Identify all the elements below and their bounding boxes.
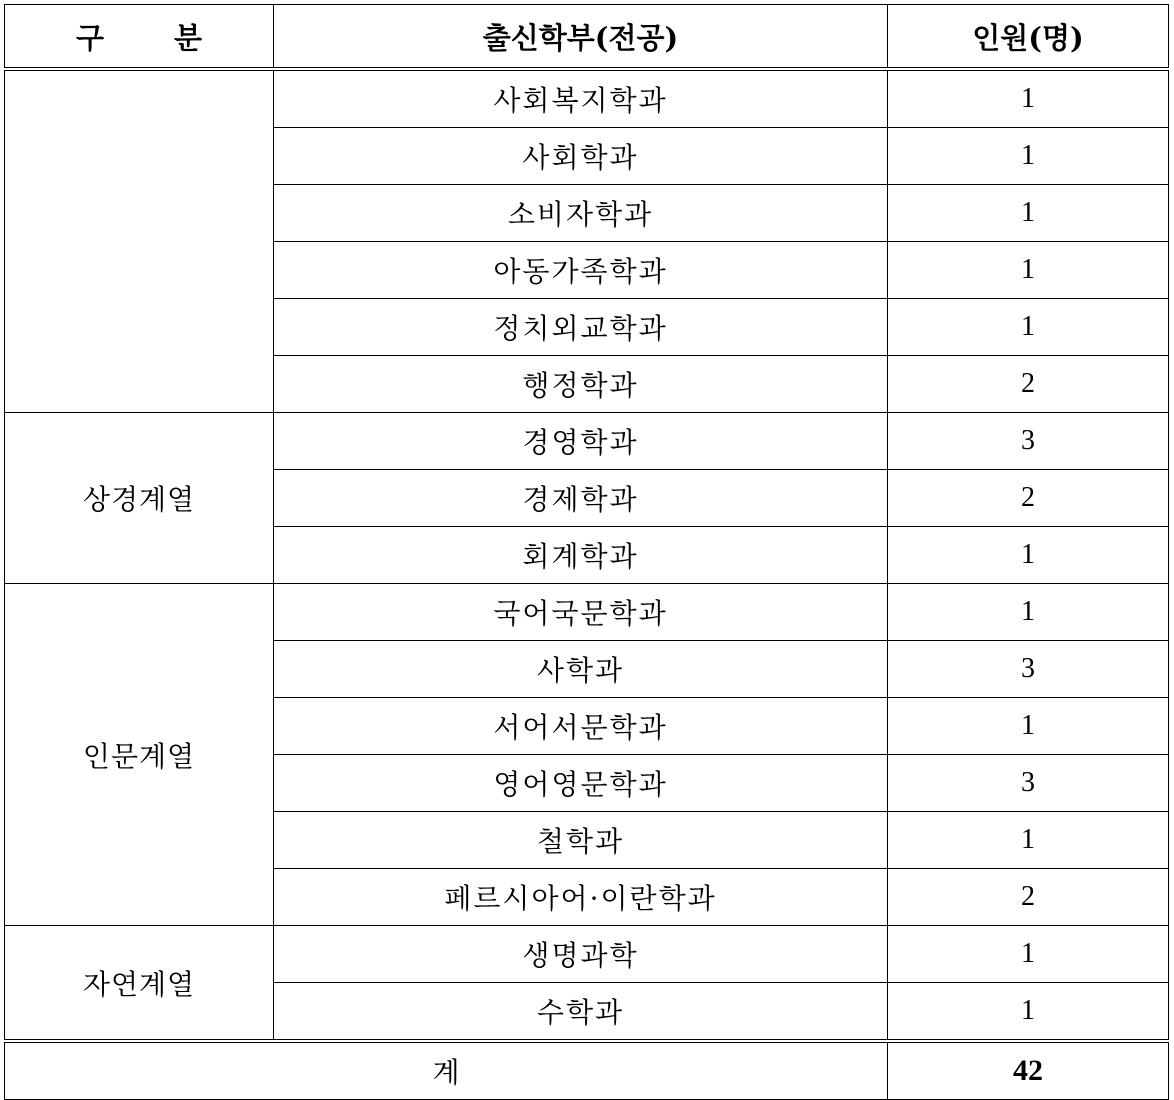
count-cell: 3 xyxy=(888,755,1169,812)
count-cell: 1 xyxy=(888,242,1169,299)
header-major: 출신학부(전공) xyxy=(274,5,888,70)
group-category-cell: 상경계열 xyxy=(5,413,274,584)
header-row xyxy=(5,5,1169,70)
major-cell: 영어영문학과 xyxy=(274,755,888,812)
table-row xyxy=(5,926,1169,983)
count-cell: 2 xyxy=(888,869,1169,926)
total-label: 계 xyxy=(5,1041,888,1100)
header-count: 인원(명) xyxy=(888,5,1169,70)
major-cell: 사회학과 xyxy=(274,128,888,185)
major-cell: 경제학과 xyxy=(274,470,888,527)
table-row xyxy=(5,413,1169,470)
count-cell: 1 xyxy=(888,926,1169,983)
major-cell: 사학과 xyxy=(274,641,888,698)
group-category-cell: 자연계열 xyxy=(5,926,274,1042)
major-cell: 사회복지학과 xyxy=(274,69,888,128)
count-cell: 1 xyxy=(888,983,1169,1042)
major-cell: 행정학과 xyxy=(274,356,888,413)
major-cell: 경영학과 xyxy=(274,413,888,470)
table-row xyxy=(5,69,1169,128)
major-cell: 페르시아어·이란학과 xyxy=(274,869,888,926)
count-cell: 3 xyxy=(888,641,1169,698)
header-category-label: 구 분 xyxy=(75,20,233,55)
group-category-cell xyxy=(5,69,274,413)
major-cell: 서어서문학과 xyxy=(274,698,888,755)
table-body xyxy=(5,69,1169,1041)
count-cell: 1 xyxy=(888,185,1169,242)
group-category-cell: 인문계열 xyxy=(5,584,274,926)
count-cell: 1 xyxy=(888,812,1169,869)
major-cell: 아동가족학과 xyxy=(274,242,888,299)
count-cell: 1 xyxy=(888,527,1169,584)
count-cell: 3 xyxy=(888,413,1169,470)
header-category xyxy=(5,5,274,70)
major-cell: 회계학과 xyxy=(274,527,888,584)
major-cell: 정치외교학과 xyxy=(274,299,888,356)
major-cell: 생명과학 xyxy=(274,926,888,983)
table-row xyxy=(5,584,1169,641)
count-cell: 2 xyxy=(888,470,1169,527)
total-count: 42 xyxy=(888,1041,1169,1100)
major-cell: 국어국문학과 xyxy=(274,584,888,641)
total-row xyxy=(5,1041,1169,1100)
department-table xyxy=(4,4,1169,1100)
count-cell: 2 xyxy=(888,356,1169,413)
count-cell: 1 xyxy=(888,69,1169,128)
count-cell: 1 xyxy=(888,584,1169,641)
count-cell: 1 xyxy=(888,698,1169,755)
count-cell: 1 xyxy=(888,128,1169,185)
major-cell: 수학과 xyxy=(274,983,888,1042)
count-cell: 1 xyxy=(888,299,1169,356)
major-cell: 소비자학과 xyxy=(274,185,888,242)
major-cell: 철학과 xyxy=(274,812,888,869)
